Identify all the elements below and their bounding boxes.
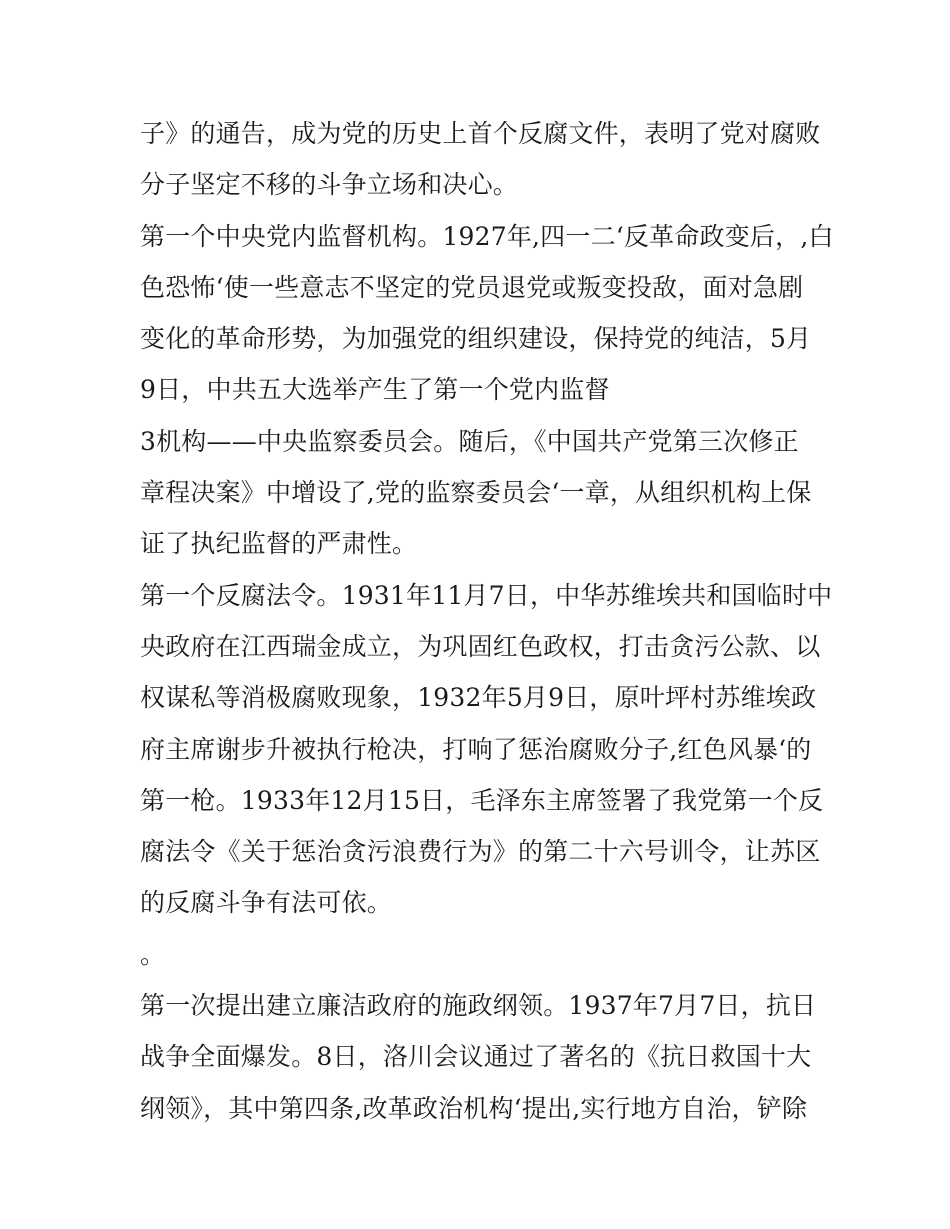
text-line: 第一枪。1933年12月15日，毛泽东主席签署了我党第一个反 <box>140 785 824 815</box>
text-line: 3机构——中央监察委员会。随后，《中国共产党第三次修正 <box>140 426 799 456</box>
text-line: 央政府在江西瑞金成立，为巩固红色政权，打击贪污公款、以 <box>140 631 821 661</box>
text-line: 证了执纪监督的严肃性。 <box>140 529 418 559</box>
text-line: 第一个中央党内监督机构。1927年,四一二‘反革命政变后，,白 <box>140 221 834 251</box>
text-line: 腐法令《关于惩治贪污浪费行为》的第二十六号训令，让苏区 <box>140 837 821 867</box>
text-line: 府主席谢步升被执行枪决，打响了惩治腐败分子,红色风暴‘的 <box>140 734 812 764</box>
text-line: 战争全面爆发。8日，洛川会议通过了著名的《抗日救国十大 <box>140 1042 812 1072</box>
text-line: 的反腐斗争有法可依。 <box>140 888 393 918</box>
text-line: 第一个反腐法令。1931年11月7日，中华苏维埃共和国临时中 <box>140 580 833 610</box>
body-text <box>140 108 834 1134</box>
text-line: 纲领》，其中第四条,改革政治机构‘提出,实行地方自治，铲除 <box>140 1093 808 1123</box>
text-line: 章程决案》中增设了,党的监察委员会‘一章，从组织机构上保 <box>140 478 812 508</box>
text-line: 分子坚定不移的斗争立场和决心。 <box>140 170 519 200</box>
text-line: 变化的革命形势，为加强党的组织建设，保持党的纯洁，5月 <box>140 324 812 354</box>
text-line: 。 <box>140 939 166 969</box>
text-line: 色恐怖‘使一些意志不坚定的党员退党或叛变投敌，面对急剧 <box>140 272 804 302</box>
text-line: 第一次提出建立廉洁政府的施政纲领。1937年7月7日，抗日 <box>140 991 817 1021</box>
text-line: 9日，中共五大选举产生了第一个党内监督 <box>140 375 610 405</box>
text-line: 权谋私等消极腐败现象，1932年5月9日，原叶坪村苏维埃政 <box>140 683 817 713</box>
text-line: 子》的通告，成为党的历史上首个反腐文件，表明了党对腐败 <box>140 119 821 148</box>
